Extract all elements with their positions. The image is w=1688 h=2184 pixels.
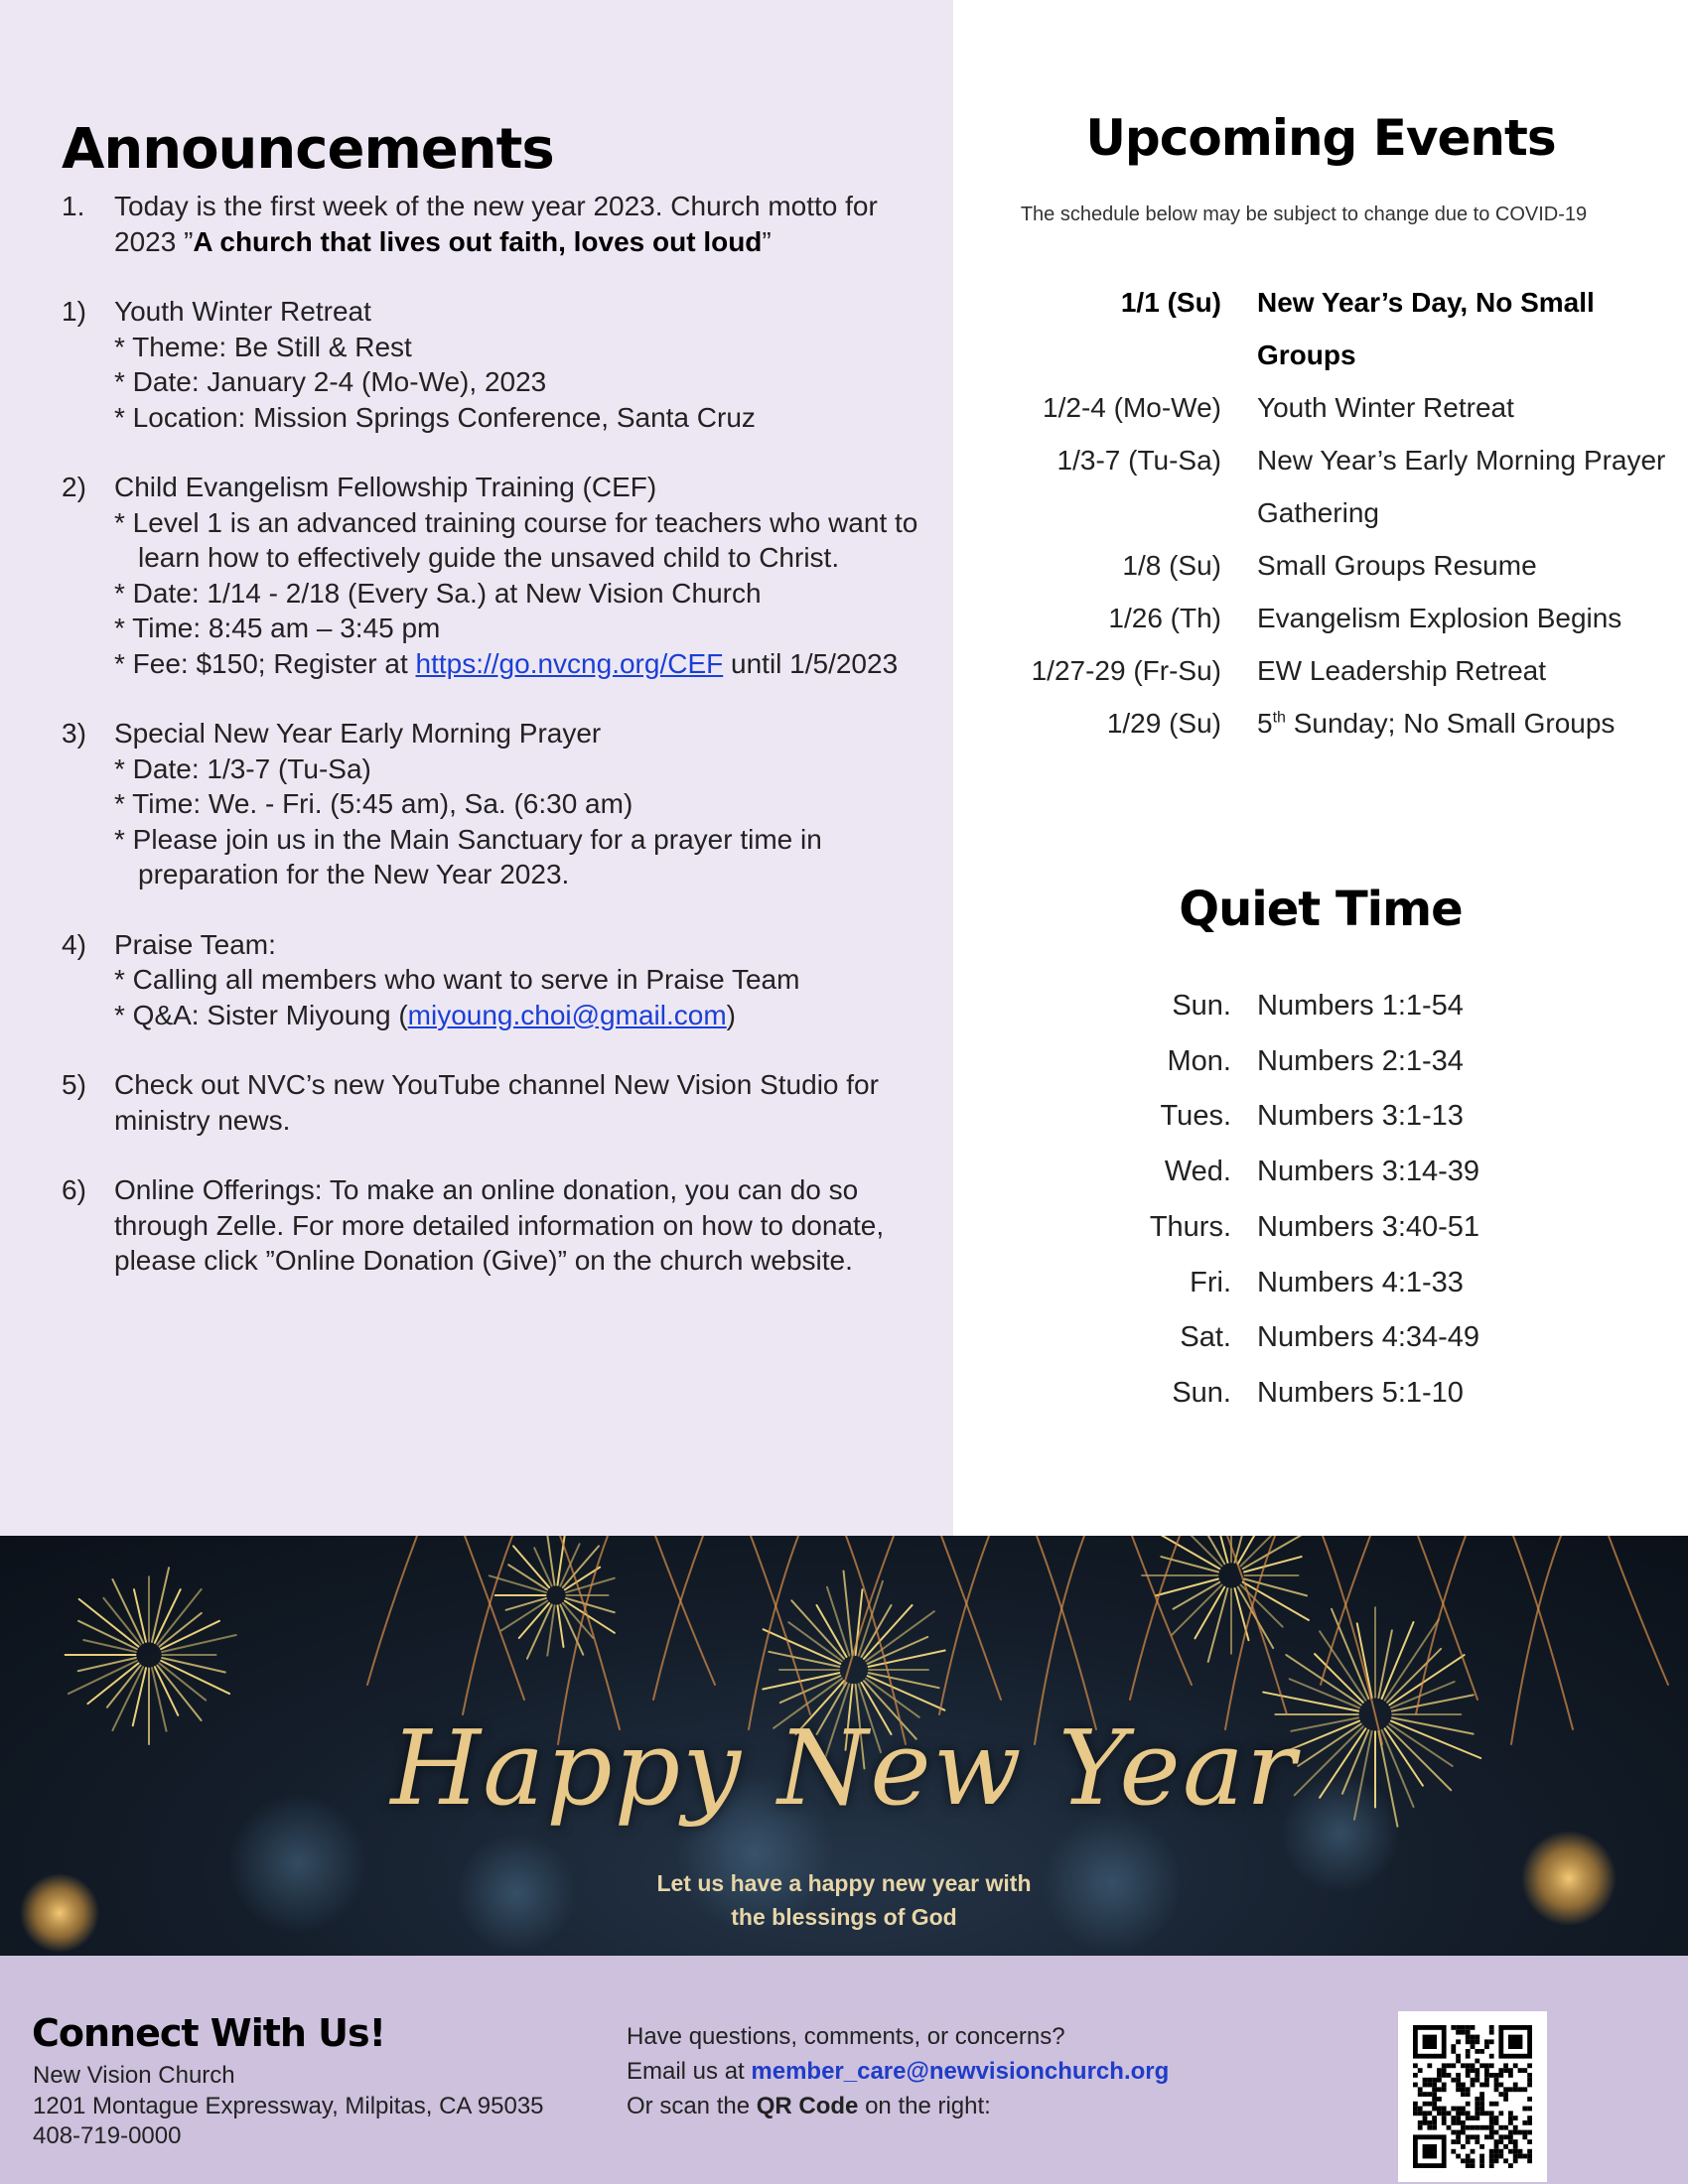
qt-reading: Numbers 2:1-34 bbox=[1257, 1044, 1464, 1077]
qt-day: Sun. bbox=[1172, 990, 1231, 1022]
quiet-time-row bbox=[1102, 1034, 1599, 1090]
item-number: 5) bbox=[62, 1069, 86, 1100]
item-number: 1. bbox=[62, 191, 85, 221]
event-name: New Year’s Day, No Small Groups bbox=[1257, 287, 1595, 370]
qr-code-icon bbox=[1413, 2025, 1532, 2168]
qt-day: Mon. bbox=[1167, 1044, 1231, 1077]
item-body bbox=[114, 470, 935, 681]
member-care-email-link[interactable]: member_care@newvisionchurch.org bbox=[751, 2058, 1170, 2085]
item-detail bbox=[114, 998, 935, 1033]
announcement-item bbox=[62, 1067, 935, 1138]
announcement-item bbox=[62, 470, 935, 681]
item-detail: * Level 1 is an advanced training course for teachers who want to learn how to effectively guide the unsaved child to Christ. bbox=[114, 506, 918, 573]
event-date: 1/1 (Su) bbox=[1120, 287, 1221, 318]
item-number: 6) bbox=[62, 1174, 86, 1205]
event-date: 1/29 (Su) bbox=[1106, 708, 1221, 739]
qt-day: Wed. bbox=[1164, 1156, 1231, 1188]
quiet-time-row bbox=[1102, 1200, 1599, 1256]
event-row bbox=[1003, 276, 1678, 381]
qr-code-label: QR Code bbox=[756, 2093, 859, 2119]
announcements-list bbox=[62, 189, 935, 1313]
happy-new-year-headline: Happy New Year bbox=[390, 1707, 1298, 1829]
item-detail: * Time: We. - Fri. (5:45 am), Sa. (6:30 am) bbox=[114, 788, 633, 819]
item-body bbox=[114, 927, 935, 1033]
schedule-note: The schedule below may be subject to change due to COVID-19 bbox=[1020, 204, 1588, 225]
qt-reading: Numbers 4:1-33 bbox=[1257, 1266, 1464, 1298]
item-body bbox=[114, 716, 935, 892]
event-name bbox=[1257, 697, 1678, 750]
scan-line bbox=[627, 2089, 1169, 2123]
scan-prefix: Or scan the bbox=[627, 2093, 757, 2119]
item-detail bbox=[114, 646, 935, 682]
event-row bbox=[1003, 434, 1678, 539]
motto-intro: Today is the first week of the new year 2023. Church motto for 2023 ” bbox=[114, 191, 878, 257]
announcements-title: Announcements bbox=[62, 117, 554, 182]
banner-subtitle-line: the blessings of God bbox=[731, 1904, 957, 1930]
announcement-item bbox=[62, 294, 935, 435]
connect-title: Connect With Us! bbox=[32, 2011, 385, 2055]
item-number: 2) bbox=[62, 472, 86, 502]
event-name: EW Leadership Retreat bbox=[1257, 655, 1547, 686]
item-detail: * Date: 1/3-7 (Tu-Sa) bbox=[114, 752, 371, 784]
qt-day: Thurs. bbox=[1149, 1210, 1231, 1243]
fee-deadline: until 1/5/2023 bbox=[723, 647, 899, 679]
event-date: 1/3-7 (Tu-Sa) bbox=[1056, 445, 1221, 476]
item-heading: Special New Year Early Morning Prayer bbox=[114, 718, 602, 749]
qt-reading: Numbers 1:1-54 bbox=[1257, 990, 1464, 1022]
event-row bbox=[1003, 697, 1678, 750]
item-text: Online Offerings: To make an online donation, you can do so through Zelle. For more detailed information on how to donate, please click ”Online Donation (Give)” on the church website. bbox=[114, 1174, 885, 1276]
praise-team-email-link[interactable]: miyoung.choi@gmail.com bbox=[407, 999, 727, 1030]
event-name: Youth Winter Retreat bbox=[1257, 392, 1514, 423]
qt-reading: Numbers 3:1-13 bbox=[1257, 1100, 1464, 1133]
event-date: 1/8 (Su) bbox=[1122, 550, 1221, 581]
contact-info bbox=[627, 2019, 1169, 2123]
announcement-item bbox=[62, 189, 935, 259]
qt-day: Sat. bbox=[1180, 1321, 1231, 1354]
email-prefix: Email us at bbox=[627, 2058, 752, 2085]
email-line bbox=[627, 2054, 1169, 2089]
item-heading: Youth Winter Retreat bbox=[114, 296, 371, 327]
qt-day: Tues. bbox=[1160, 1100, 1231, 1133]
event-row bbox=[1003, 381, 1678, 434]
item-text: Check out NVC’s new YouTube channel New Vision Studio for ministry news. bbox=[114, 1069, 879, 1136]
event-name: Small Groups Resume bbox=[1257, 550, 1537, 581]
qt-reading: Numbers 4:34-49 bbox=[1257, 1321, 1480, 1354]
event-date: 1/2-4 (Mo-We) bbox=[1043, 392, 1221, 423]
item-number: 4) bbox=[62, 928, 86, 960]
event-row bbox=[1003, 592, 1678, 644]
scan-suffix: on the right: bbox=[858, 2093, 991, 2119]
fee-text: * Fee: $150; Register at bbox=[114, 647, 416, 679]
item-number: 3) bbox=[62, 718, 86, 749]
qt-reading: Numbers 3:40-51 bbox=[1257, 1210, 1480, 1243]
event-ordinal: 5 bbox=[1257, 708, 1273, 739]
qt-day: Fri. bbox=[1190, 1266, 1231, 1298]
banner-subtitle bbox=[0, 1866, 1688, 1934]
quiet-time-row bbox=[1102, 979, 1599, 1034]
church-phone: 408-719-0000 bbox=[33, 2122, 182, 2149]
announcement-item bbox=[62, 927, 935, 1033]
events-list bbox=[1003, 276, 1678, 750]
motto-close-quote: ” bbox=[762, 225, 772, 257]
item-detail: * Date: January 2-4 (Mo-We), 2023 bbox=[114, 366, 547, 397]
qr-code-icon[interactable] bbox=[1398, 2011, 1547, 2182]
quiet-time-row bbox=[1102, 1089, 1599, 1145]
item-detail: * Time: 8:45 am – 3:45 pm bbox=[114, 613, 441, 643]
quiet-time-title: Quiet Time bbox=[1179, 882, 1463, 937]
quiet-time-row bbox=[1102, 1145, 1599, 1200]
item-detail: * Please join us in the Main Sanctuary for a prayer time in preparation for the New Year 2023. bbox=[114, 823, 822, 889]
item-body bbox=[114, 294, 935, 435]
item-detail: * Theme: Be Still & Rest bbox=[114, 331, 412, 362]
banner-subtitle-line: Let us have a happy new year with bbox=[656, 1870, 1032, 1896]
event-row bbox=[1003, 539, 1678, 592]
quiet-time-row bbox=[1102, 1366, 1599, 1422]
qt-day: Sun. bbox=[1172, 1376, 1231, 1409]
church-contact bbox=[33, 2061, 544, 2152]
item-detail: * Calling all members who want to serve in Praise Team bbox=[114, 964, 800, 995]
qt-reading: Numbers 5:1-10 bbox=[1257, 1376, 1464, 1409]
church-motto: A church that lives out faith, loves out loud bbox=[193, 225, 763, 257]
quiet-time-row bbox=[1102, 1310, 1599, 1366]
questions-text: Have questions, comments, or concerns? bbox=[627, 2023, 1065, 2050]
item-number: 1) bbox=[62, 296, 86, 327]
event-ordinal-suffix: th bbox=[1272, 709, 1286, 727]
announcement-item bbox=[62, 1172, 935, 1279]
qa-text: * Q&A: Sister Miyoung ( bbox=[114, 999, 408, 1030]
cef-register-link[interactable]: https://go.nvcng.org/CEF bbox=[415, 647, 724, 679]
qa-close: ) bbox=[726, 999, 736, 1030]
item-heading: Praise Team: bbox=[114, 928, 276, 960]
event-name: New Year’s Early Morning Prayer Gathering bbox=[1257, 445, 1666, 528]
event-name: Evangelism Explosion Begins bbox=[1257, 603, 1622, 633]
church-name: New Vision Church bbox=[33, 2062, 235, 2089]
item-detail: * Date: 1/14 - 2/18 (Every Sa.) at New Vision Church bbox=[114, 577, 762, 609]
event-row bbox=[1003, 644, 1678, 697]
item-body bbox=[114, 189, 935, 259]
church-address: 1201 Montague Expressway, Milpitas, CA 95035 bbox=[33, 2092, 544, 2119]
event-date: 1/26 (Th) bbox=[1108, 603, 1221, 633]
event-date: 1/27-29 (Fr-Su) bbox=[1031, 655, 1221, 686]
item-heading: Child Evangelism Fellowship Training (CEF) bbox=[114, 472, 657, 502]
upcoming-events-title: Upcoming Events bbox=[1085, 109, 1556, 167]
quiet-time-list bbox=[1102, 979, 1599, 1422]
item-detail: * Location: Mission Springs Conference, Santa Cruz bbox=[114, 401, 756, 433]
quiet-time-row bbox=[1102, 1256, 1599, 1311]
qt-reading: Numbers 3:14-39 bbox=[1257, 1156, 1480, 1188]
announcement-item bbox=[62, 716, 935, 892]
event-name-rest: Sunday; No Small Groups bbox=[1285, 708, 1616, 739]
